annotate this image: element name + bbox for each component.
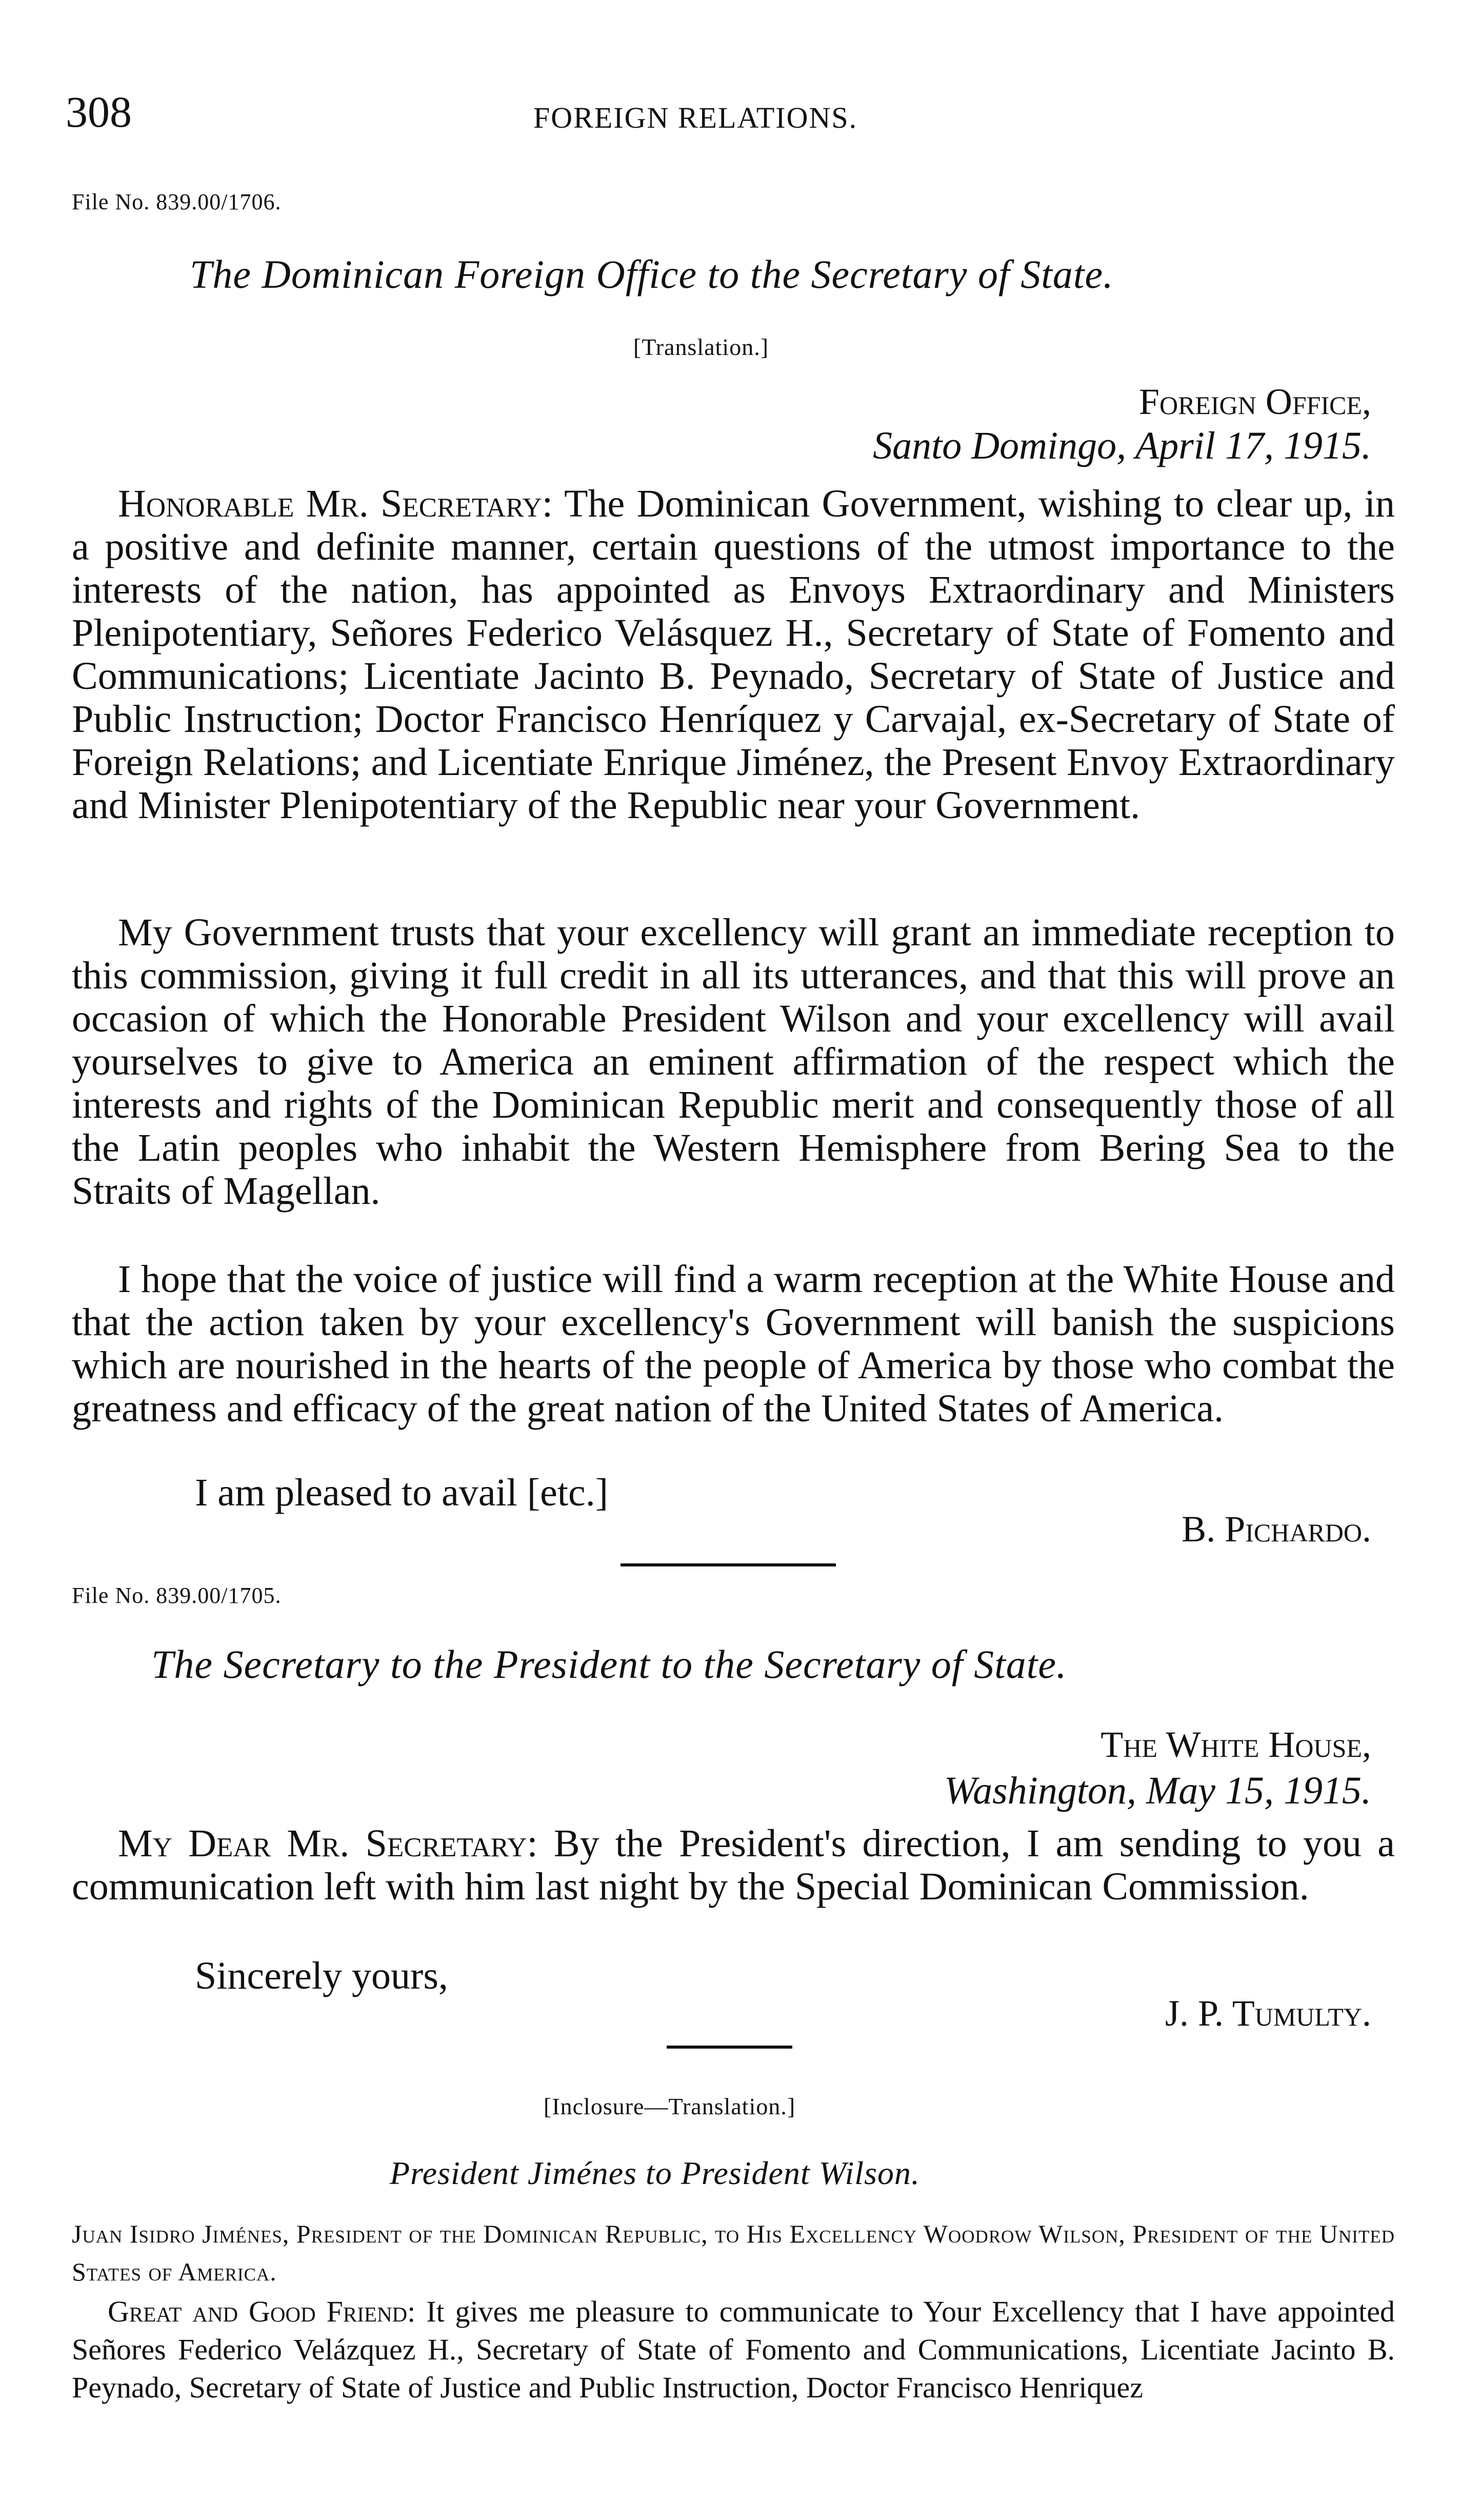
document-title: The Secretary to the President to the Secretary of State. bbox=[151, 1642, 1067, 1686]
running-title: FOREIGN RELATIONS. bbox=[533, 101, 858, 134]
letter-place: The White House, bbox=[1100, 1724, 1371, 1765]
letter-closing: Sincerely yours, bbox=[195, 1954, 448, 1997]
section-divider bbox=[667, 2046, 792, 2049]
section-divider bbox=[621, 1563, 836, 1566]
letter-date: Santo Domingo, April 17, 1915. bbox=[873, 424, 1371, 467]
salutation: Honorable Mr. Secretary: bbox=[118, 482, 553, 525]
paragraph-text: It gives me pleasure to communicate to Your Excellency that I have appointed Señores Federico Velázquez H., Secretary of State of Fomento and Communications, Licentiate Jacinto B. Peynado, Secretary of State of Justice and Public Instruction, Doctor Francisco Henriquez bbox=[72, 2295, 1395, 2404]
translation-note: [Translation.] bbox=[633, 334, 769, 360]
letter-closing: I am pleased to avail [etc.] bbox=[195, 1471, 609, 1514]
inclosure-note: [Inclosure—Translation.] bbox=[544, 2093, 796, 2119]
letter-paragraph bbox=[72, 1822, 1395, 1908]
salutation: Great and Good Friend: bbox=[108, 2295, 416, 2328]
document-title: The Dominican Foreign Office to the Secretary of State. bbox=[190, 252, 1114, 296]
paragraph-text: By the President's direction, I am sending to you a communication left with him last night by the Special Dominican Commission. bbox=[72, 1822, 1395, 1908]
letter-date: Washington, May 15, 1915. bbox=[944, 1769, 1371, 1812]
file-number: File No. 839.00/1706. bbox=[72, 189, 282, 214]
letter-paragraph bbox=[72, 2293, 1395, 2407]
page-number: 308 bbox=[66, 87, 132, 136]
letter-paragraph: I hope that the voice of justice will find a warm reception at the White House and that the action taken by your excellency's Government will banish the suspicions which are nourished in the hearts of the people of America by those who combat the greatness and efficacy of the great nation of the United States of America. bbox=[72, 1258, 1395, 1430]
document-title: President Jiménes to President Wilson. bbox=[390, 2155, 920, 2191]
letter-paragraph: My Government trusts that your excellency will grant an immediate reception to this commission, giving it full credit in all its utterances, and that this will prove an occasion of which the Honorable President Wilson and your excellency will avail yourselves to give to America an eminent affirmation of the respect which the interests and rights of the Dominican Republic merit and consequently those of all the Latin peoples who inhabit the Western Hemisphere from Bering Sea to the Straits of Magellan. bbox=[72, 911, 1395, 1213]
paragraph-text: The Dominican Government, wishing to clear up, in a positive and definite manner, certain questions of the utmost importance to the interests of the nation, has appointed as Envoys Extraordinary and Ministers Plenipotentiary, Señores Federico Velásquez H., Secretary of State of Fomento and Communications; Licentiate Jacinto B. Peynado, Secretary of State of Justice and Public Instruction; Doctor Francisco Henríquez y Carvajal, ex-Secretary of State of Foreign Relations; and Licentiate Enrique Jiménez, the Present Envoy Extraordinary and Minister Plenipotentiary of the Republic near your Government. bbox=[72, 482, 1395, 827]
signature: B. Pichardo. bbox=[1182, 1509, 1371, 1550]
signature: J. P. Tumulty. bbox=[1165, 1993, 1371, 2034]
file-number: File No. 839.00/1705. bbox=[72, 1583, 282, 1608]
address-block: Juan Isidro Jiménes, President of the Dominican Republic, to His Excellency Woodrow Wilson, President of the United States of America. bbox=[72, 2219, 1395, 2286]
letter-paragraph bbox=[72, 482, 1395, 827]
salutation: My Dear Mr. Secretary: bbox=[118, 1822, 538, 1865]
letter-place: Foreign Office, bbox=[1138, 381, 1371, 422]
